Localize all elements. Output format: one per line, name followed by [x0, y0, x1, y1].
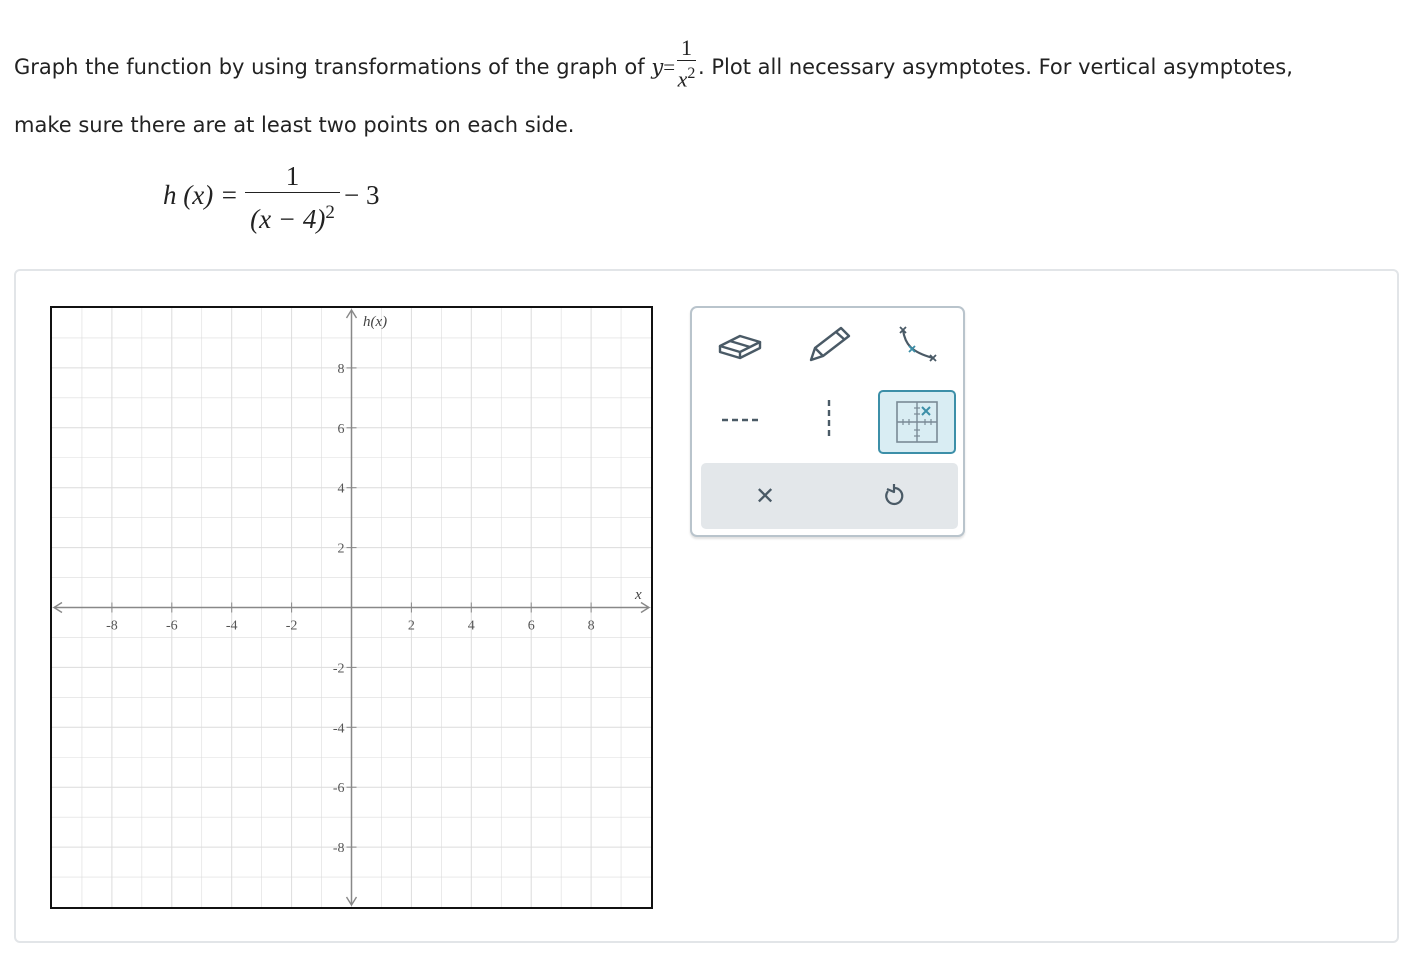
vertical-asymptote-tool[interactable] [790, 388, 868, 452]
parent-function-fraction [677, 36, 696, 92]
y-tick-label: 6 [337, 421, 345, 437]
question-line-2: make sure there are at least two points on each side. [14, 113, 575, 137]
graph-canvas[interactable] [50, 306, 653, 909]
function-fraction [245, 160, 340, 239]
x-tick-label: -6 [165, 618, 178, 634]
parent-numerator: 1 [677, 36, 696, 61]
pencil-tool[interactable] [790, 312, 868, 376]
y-tick-label: -6 [332, 781, 345, 797]
y-tick-label: -2 [332, 661, 345, 677]
y-tick-label: -8 [332, 841, 345, 857]
pencil-icon [805, 324, 853, 364]
grid-points-icon [894, 399, 940, 445]
horizontal-asymptote-icon [716, 410, 764, 430]
question-line-1 [14, 34, 1293, 96]
horizontal-asymptote-tool[interactable] [701, 388, 779, 452]
function-rhs: − 3 [344, 180, 380, 210]
grid-points-tool[interactable] [878, 390, 956, 454]
curve-tool-icon [893, 322, 941, 366]
y-tick-label: 2 [337, 541, 345, 557]
clear-button[interactable] [715, 463, 815, 529]
question-text-part: Graph the function by using transformations of the graph of [14, 55, 652, 79]
y-tick-label: -4 [332, 721, 345, 737]
y-tick-label: 8 [337, 361, 345, 377]
x-axis-label: x [635, 587, 642, 603]
x-tick-label: -8 [106, 618, 118, 634]
parent-denominator-var: x [677, 66, 688, 92]
clear-icon: ✕ [754, 482, 776, 510]
undo-icon [881, 483, 907, 509]
y-tick-label: 4 [337, 481, 345, 497]
function-denominator-base: (x − 4) [250, 204, 326, 234]
axes [54, 310, 649, 905]
x-tick-label: 8 [587, 618, 595, 634]
parent-function-lhs: y [651, 55, 664, 79]
function-denominator [245, 193, 340, 239]
x-tick-label: 6 [527, 618, 535, 634]
vertical-asymptote-icon [819, 396, 839, 444]
graph-toolbox [690, 306, 965, 537]
eraser-tool[interactable] [701, 312, 779, 376]
x-tick-label: -4 [225, 618, 238, 634]
question-text-part: . Plot all necessary asymptotes. For vertical asymptotes, [698, 55, 1293, 79]
parent-denominator-exp: 2 [687, 64, 696, 82]
function-denominator-exp: 2 [325, 202, 335, 223]
coordinate-plane[interactable] [52, 308, 651, 907]
function-lhs: h (x) = [163, 180, 239, 210]
undo-button[interactable] [844, 463, 944, 529]
eraser-icon [716, 326, 764, 362]
y-axis-label: h(x) [363, 314, 388, 330]
curve-tool[interactable] [878, 312, 956, 376]
x-tick-label: 4 [467, 618, 475, 634]
action-bar [701, 463, 958, 529]
parent-denominator [677, 61, 696, 92]
function-numerator: 1 [245, 160, 340, 193]
axis-ticks [106, 362, 595, 856]
x-tick-label: 2 [407, 618, 415, 634]
x-tick-label: -2 [285, 618, 298, 634]
parent-function-eq: = [663, 55, 676, 79]
